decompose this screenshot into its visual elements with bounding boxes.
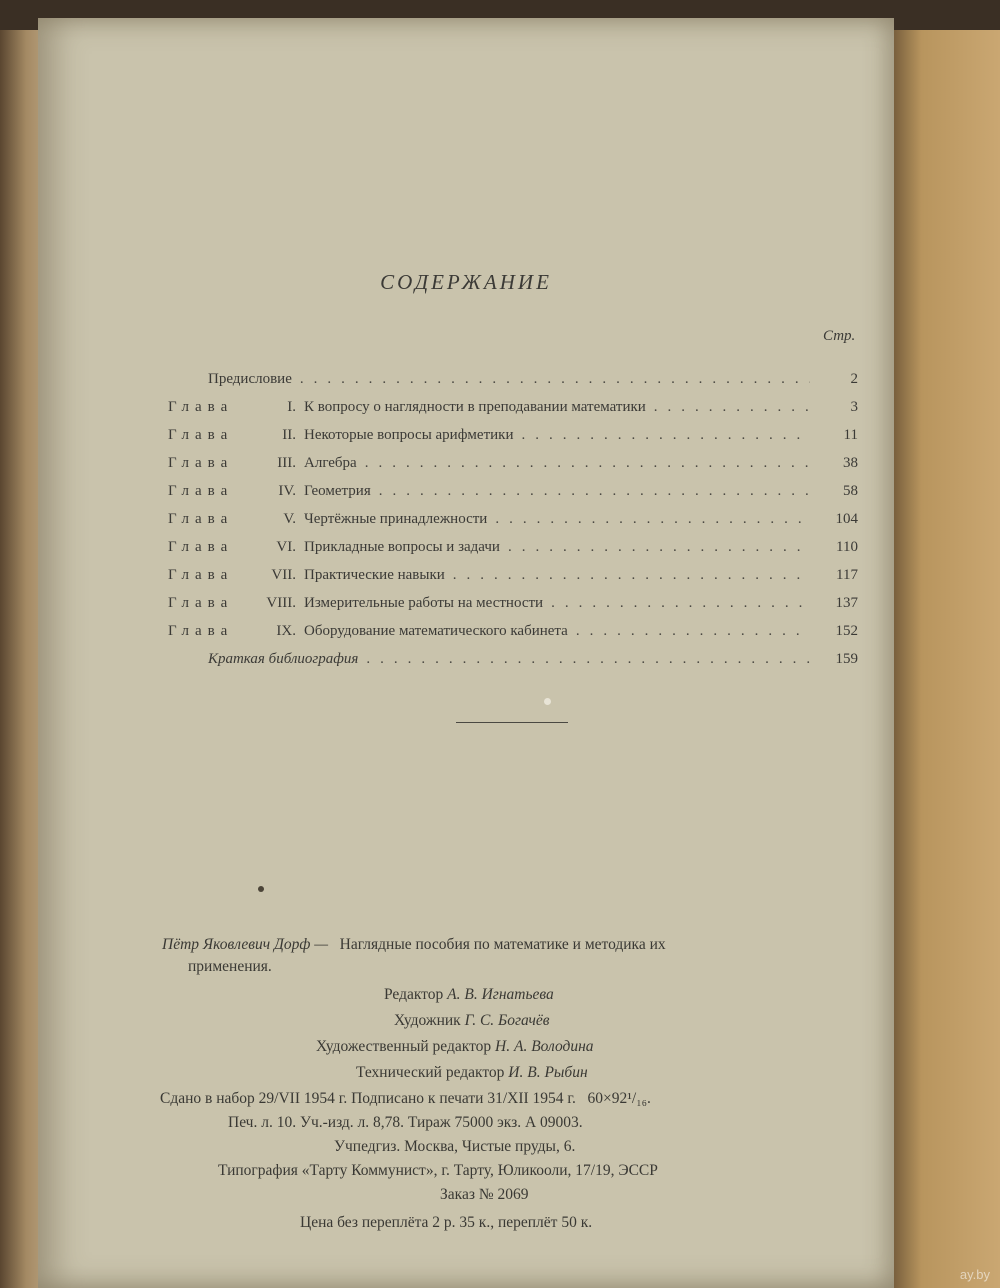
toc-entry-chapter-5 (168, 511, 858, 535)
imprint-title-line (162, 936, 666, 954)
imprint-editor (384, 986, 554, 1004)
toc-entry-text: Предисловие (208, 371, 292, 387)
author-name: Пётр Яковлевич Дорф — (162, 936, 329, 953)
imprint-artist (394, 1012, 550, 1030)
toc-entry-page: 38 (843, 455, 858, 471)
imprint-tech-editor (356, 1064, 588, 1082)
toc-entry-page: 117 (836, 567, 858, 583)
chapter-word: Глава (168, 595, 234, 611)
chapter-number: V. (283, 511, 296, 527)
toc-entry-page: 11 (843, 427, 858, 443)
book-right-page (888, 30, 1000, 1288)
watermark: ay.by (959, 1267, 990, 1282)
chapter-word: Глава (168, 399, 234, 415)
toc-entry-text: Чертёжные принадлежности (304, 511, 488, 527)
section-divider (456, 722, 568, 723)
imprint-typography: Типография «Тарту Коммунист», г. Тарту, Юликооли, 17/19, ЭССР (218, 1162, 658, 1179)
toc-leader-dots (551, 595, 810, 612)
toc-entry-text: Прикладные вопросы и задачи (304, 539, 500, 555)
chapter-number: VIII. (266, 595, 296, 611)
toc-entry-chapter-2 (168, 427, 858, 451)
paper-spot (258, 886, 264, 892)
toc-leader-dots (453, 567, 810, 584)
chapter-number: VII. (271, 567, 296, 583)
editor-label: Редактор (384, 986, 444, 1003)
chapter-word: Глава (168, 427, 234, 443)
toc-leader-dots (508, 539, 810, 556)
toc-leader-dots (654, 399, 810, 416)
tech-editor-name: И. В. Рыбин (508, 1064, 588, 1081)
toc-leader-dots (379, 483, 810, 500)
chapter-number: I. (287, 399, 296, 415)
toc-entry-page: 152 (835, 623, 858, 639)
toc-entry-page: 110 (836, 539, 858, 555)
toc-entry-text: Краткая библиография (208, 651, 359, 667)
tech-editor-label: Технический редактор (356, 1064, 505, 1081)
toc-entry-page: 104 (835, 511, 858, 527)
toc-title: СОДЕРЖАНИЕ (380, 270, 552, 294)
toc-leader-dots (300, 371, 810, 388)
editor-name: А. В. Игнатьева (447, 986, 554, 1003)
chapter-number: III. (277, 455, 296, 471)
toc-entry-chapter-3 (168, 455, 858, 479)
toc-entry-preface (168, 371, 858, 395)
imprint-print-dates (160, 1090, 651, 1108)
toc-entry-page: 159 (835, 651, 858, 667)
imprint-print-stats: Печ. л. 10. Уч.-изд. л. 8,78. Тираж 75000 экз. А 09003. (228, 1114, 583, 1131)
toc-entry-page: 2 (850, 371, 858, 387)
artist-name: Г. С. Богачёв (464, 1012, 550, 1029)
toc-entry-chapter-8 (168, 595, 858, 619)
art-editor-name: Н. А. Володина (495, 1038, 594, 1055)
toc-entry-text: Алгебра (304, 455, 357, 471)
chapter-number: II. (282, 427, 296, 443)
toc-entry-text: Геометрия (304, 483, 371, 499)
toc-entry-chapter-6 (168, 539, 858, 563)
imprint-publisher: Учпедгиз. Москва, Чистые пруды, 6. (334, 1138, 576, 1155)
art-editor-label: Художественный редактор (316, 1038, 492, 1055)
toc-entry-bibliography (168, 651, 858, 675)
toc-leader-dots (366, 651, 810, 668)
toc-leader-dots (495, 511, 810, 528)
book-title: Наглядные пособия по математике и методика их (339, 936, 666, 953)
chapter-word: Глава (168, 623, 234, 639)
toc-entry-page: 58 (843, 483, 858, 499)
chapter-number: IX. (276, 623, 296, 639)
toc-entry-chapter-4 (168, 483, 858, 507)
paper-format: 60×92¹/₁₆. (587, 1090, 651, 1107)
toc-leader-dots (365, 455, 810, 472)
imprint-title-line-2: применения. (188, 958, 272, 975)
imprint-order: Заказ № 2069 (440, 1186, 529, 1203)
chapter-word: Глава (168, 455, 234, 471)
toc-leader-dots (521, 427, 810, 444)
toc-entry-text: К вопросу о наглядности в преподавании математики (304, 399, 646, 415)
toc-entry-chapter-1 (168, 399, 858, 423)
print-dates: Сдано в набор 29/VII 1954 г. Подписано к печати 31/XII 1954 г. (160, 1090, 576, 1107)
imprint-price: Цена без переплёта 2 р. 35 к., переплёт 50 к. (300, 1214, 593, 1231)
page-column-label: Стр. (823, 328, 856, 344)
toc-entry-text: Измерительные работы на местности (304, 595, 544, 611)
toc-leader-dots (576, 623, 810, 640)
toc-entry-chapter-9 (168, 623, 858, 647)
toc-entry-page: 3 (850, 399, 858, 415)
toc-entry-text: Практические навыки (304, 567, 445, 583)
imprint-art-editor (316, 1038, 594, 1056)
book-page (38, 18, 894, 1288)
artist-label: Художник (394, 1012, 461, 1029)
chapter-word: Глава (168, 511, 234, 527)
chapter-word: Глава (168, 539, 234, 555)
chapter-word: Глава (168, 483, 234, 499)
chapter-number: IV. (278, 483, 296, 499)
chapter-word: Глава (168, 567, 234, 583)
toc-entry-text: Некоторые вопросы арифметики (304, 427, 514, 443)
chapter-number: VI. (276, 539, 296, 555)
toc-entry-text: Оборудование математического кабинета (304, 623, 568, 639)
paper-spot (544, 698, 551, 705)
toc-entry-page: 137 (835, 595, 858, 611)
toc-entry-chapter-7 (168, 567, 858, 591)
